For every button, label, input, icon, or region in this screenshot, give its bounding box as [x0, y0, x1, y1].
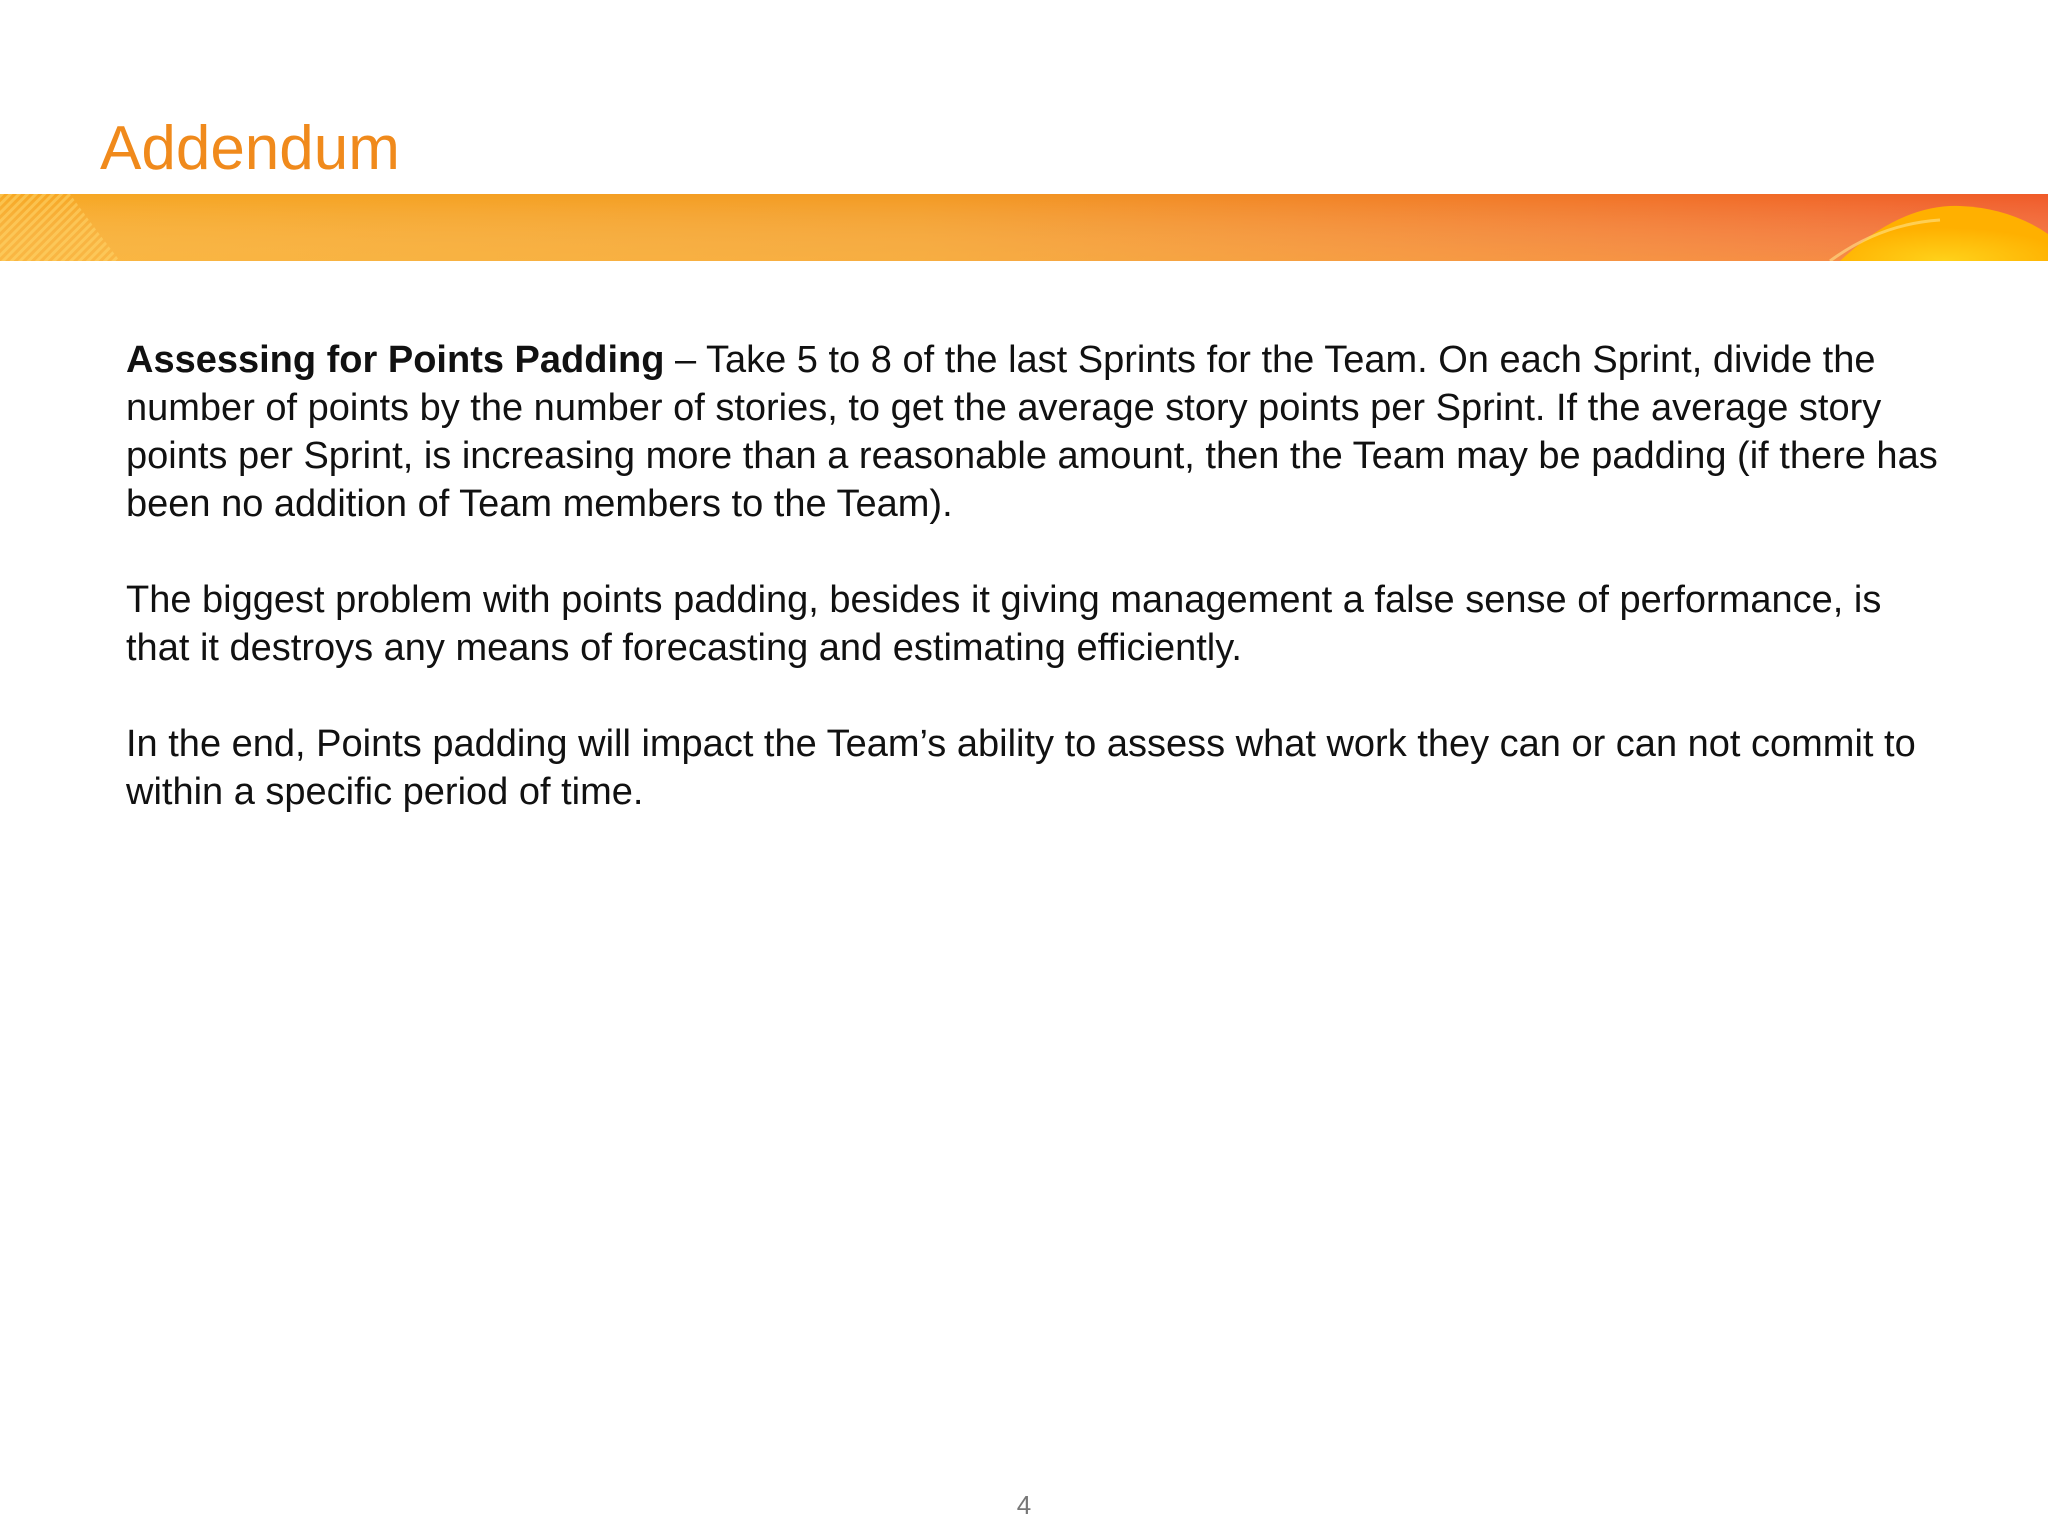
paragraph-biggest-problem: The biggest problem with points padding, besides it giving management a false sense of performance, is that it destroys any means of forecasting and estimating efficiently.	[126, 579, 1882, 669]
page-number: 4	[1016, 1490, 1032, 1520]
slide-body	[126, 336, 1946, 864]
slide-title: Addendum	[100, 114, 400, 183]
banner-graphic	[0, 194, 2048, 261]
paragraph-text: – Take 5 to 8 of the last Sprints for the Team. On each Sprint, divide the number of points by the number of stories, to get the average story points per Sprint. If the average story points per Sprint, is increasing more than a reasonable amount, then the Team may be padding (if there has been no addition of Team members to the Team).	[126, 339, 1938, 525]
paragraph-points-padding	[126, 336, 1946, 528]
header-banner	[0, 194, 2048, 261]
paragraph-in-the-end: In the end, Points padding will impact the Team’s ability to assess what work they can or can not commit to within a specific period of time.	[126, 723, 1916, 813]
paragraph-lead-bold: Assessing for Points Padding	[126, 339, 665, 381]
